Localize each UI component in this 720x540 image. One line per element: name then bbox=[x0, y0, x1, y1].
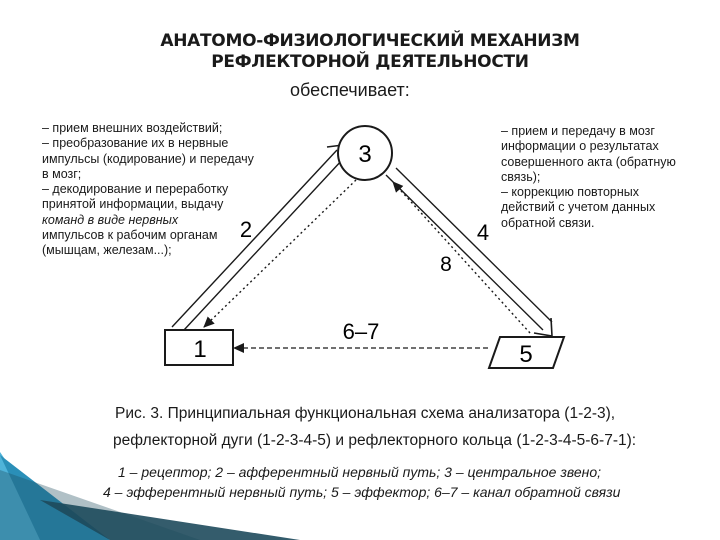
left-note-line: в мозг; bbox=[42, 166, 82, 181]
right-note-line: совершенного акта (обратную bbox=[501, 154, 676, 169]
efferent-path-arrow bbox=[386, 168, 552, 336]
figure-legend-line-2: 4 – эфферентный нервный путь; 5 – эффектор; 6–7 – канал обратной связи bbox=[103, 484, 621, 500]
path-label-6-7: 6–7 bbox=[342, 319, 380, 344]
dotted-arrow-5-to-3 bbox=[393, 182, 530, 333]
left-note-line: импульсы (кодирование) и передачу bbox=[42, 151, 254, 166]
dotted-arrow-3-to-1 bbox=[204, 180, 356, 327]
figure-legend-line-1: 1 – рецептор; 2 – афферентный нервный путь; 3 – центральное звено; bbox=[118, 464, 602, 480]
left-note-line: импульсов к рабочим органам bbox=[42, 228, 218, 243]
node-5-label: 5 bbox=[519, 341, 533, 368]
right-note-line: информации о результатах bbox=[501, 139, 659, 154]
node-1-label: 1 bbox=[193, 336, 207, 363]
title-line-2: РЕФЛЕКТОРНОЙ ДЕЯТЕЛЬНОСТИ bbox=[211, 52, 529, 72]
left-note-line: команд в виде нервных bbox=[42, 212, 179, 227]
right-note-line: связь); bbox=[501, 169, 541, 184]
left-note-line: принятой информации, выдачу bbox=[42, 197, 224, 212]
left-note-line: – преобразование их в нервные bbox=[42, 136, 229, 151]
right-note-line: действий с учетом данных bbox=[501, 200, 656, 215]
figure-caption-line-2: рефлекторной дуги (1-2-3-4-5) и рефлекторного кольца (1-2-3-4-5-6-7-1): bbox=[113, 432, 637, 449]
title-line-1: АНАТОМО-ФИЗИОЛОГИЧЕСКИЙ МЕХАНИЗМ bbox=[160, 31, 580, 51]
title-line-3: обеспечивает: bbox=[290, 80, 410, 100]
path-label-4: 4 bbox=[476, 220, 490, 245]
figure-caption-line-1: Рис. 3. Принципиальная функциональная схема анализатора (1-2-3), bbox=[115, 405, 616, 422]
left-note-line: – декодирование и переработку bbox=[42, 182, 229, 197]
path-label-8: 8 bbox=[440, 253, 452, 276]
right-note-line: обратной связи. bbox=[501, 215, 595, 230]
left-note-line: (мышцам, железам...); bbox=[42, 243, 172, 258]
left-note-line: – прием внешних воздействий; bbox=[42, 121, 223, 135]
right-note-line: – прием и передачу в мозг bbox=[501, 124, 655, 138]
path-label-2: 2 bbox=[239, 217, 253, 242]
node-3-label: 3 bbox=[358, 141, 372, 168]
afferent-path-arrow bbox=[172, 145, 343, 330]
right-note-line: – коррекцию повторных bbox=[501, 185, 640, 200]
